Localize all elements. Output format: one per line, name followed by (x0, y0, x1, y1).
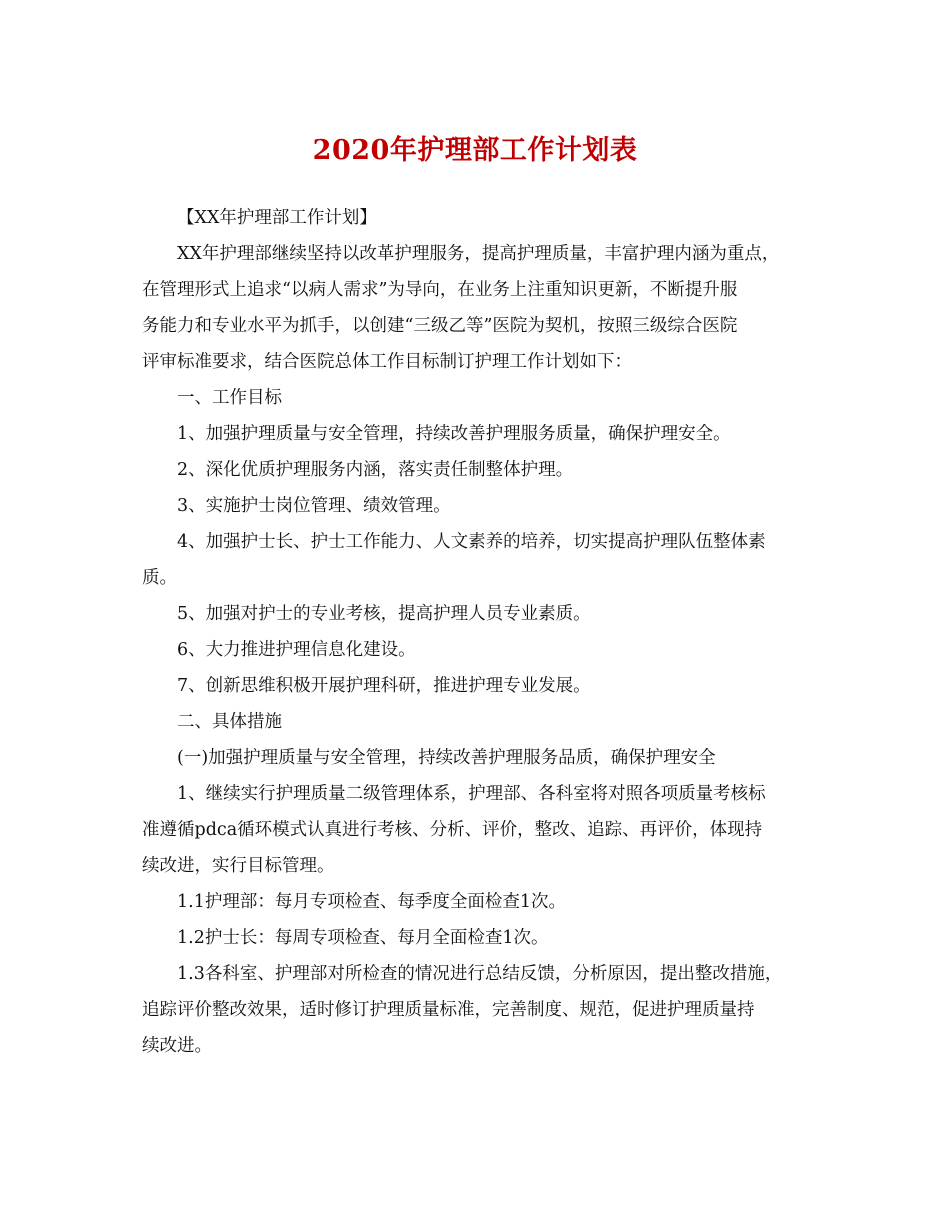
goal-item-3 (142, 488, 832, 524)
text-line: 追踪评价整改效果，适时修订护理质量标准，完善制度、规范，促进护理质量持 (142, 1000, 755, 1020)
text-line: 质。 (142, 568, 177, 588)
text-line: 2、深化优质护理服务内涵，落实责任制整体护理。 (177, 460, 574, 480)
text-line: 1.2护士长：每周专项检查、每月全面检查1次。 (177, 928, 549, 948)
text-line: 1.3各科室、护理部对所检查的情况进行总结反馈，分析原因，提出整改措施， (177, 964, 783, 984)
measure-item-1-2 (142, 920, 832, 956)
goal-item-1 (142, 416, 832, 452)
text-line: 在管理形式上追求“以病人需求”为导向，在业务上注重知识更新，不断提升服 (142, 280, 738, 300)
text-line: 务能力和专业水平为抓手，以创建“三级乙等”医院为契机，按照三级综合医院 (142, 316, 738, 336)
text-line: 1.1护理部：每月专项检查、每季度全面检查1次。 (177, 892, 566, 912)
text-line: 续改进。 (142, 1036, 212, 1056)
text-line: XX年护理部继续坚持以改革护理服务，提高护理质量，丰富护理内涵为重点， (177, 244, 780, 264)
text-line: 准遵循pdca循环模式认真进行考核、分析、评价，整改、追踪、再评价，体现持 (142, 820, 763, 840)
goal-item-6 (142, 632, 832, 668)
goal-item-2 (142, 452, 832, 488)
document-body (142, 200, 832, 1064)
measure-item-1-3 (142, 956, 832, 1064)
goal-item-5 (142, 596, 832, 632)
text-line: 6、大力推进护理信息化建设。 (177, 640, 416, 660)
paragraph-intro (142, 236, 832, 380)
subsection-heading-1 (142, 740, 832, 776)
text-line: 1、加强护理质量与安全管理，持续改善护理服务质量，确保护理安全。 (177, 424, 731, 444)
goal-item-4 (142, 524, 832, 596)
document-title: 2020年护理部工作计划表 (312, 135, 638, 166)
text-line: 评审标准要求，结合医院总体工作目标制订护理工作计划如下： (142, 352, 632, 372)
text-line: 7、创新思维积极开展护理科研，推进护理专业发展。 (177, 676, 591, 696)
measure-item-1-1 (142, 884, 832, 920)
measure-item-1 (142, 776, 832, 884)
text-line: 1、继续实行护理质量二级管理体系，护理部、各科室将对照各项质量考核标 (177, 784, 766, 804)
text-line: 4、加强护士长、护士工作能力、人文素养的培养，切实提高护理队伍整体素 (177, 532, 766, 552)
text-line: 5、加强对护士的专业考核，提高护理人员专业素质。 (177, 604, 591, 624)
text-line: (一)加强护理质量与安全管理，持续改善护理服务品质，确保护理安全 (177, 748, 716, 768)
text-line: 3、实施护士岗位管理、绩效管理。 (177, 496, 451, 516)
text-line: 【XX年护理部工作计划】 (177, 208, 377, 228)
text-line: 一、工作目标 (177, 388, 282, 408)
paragraph-heading-plan (142, 200, 832, 236)
text-line: 续改进，实行目标管理。 (142, 856, 335, 876)
section-heading-goals (142, 380, 832, 416)
text-line: 二、具体措施 (177, 712, 282, 732)
goal-item-7 (142, 668, 832, 704)
section-heading-measures (142, 704, 832, 740)
